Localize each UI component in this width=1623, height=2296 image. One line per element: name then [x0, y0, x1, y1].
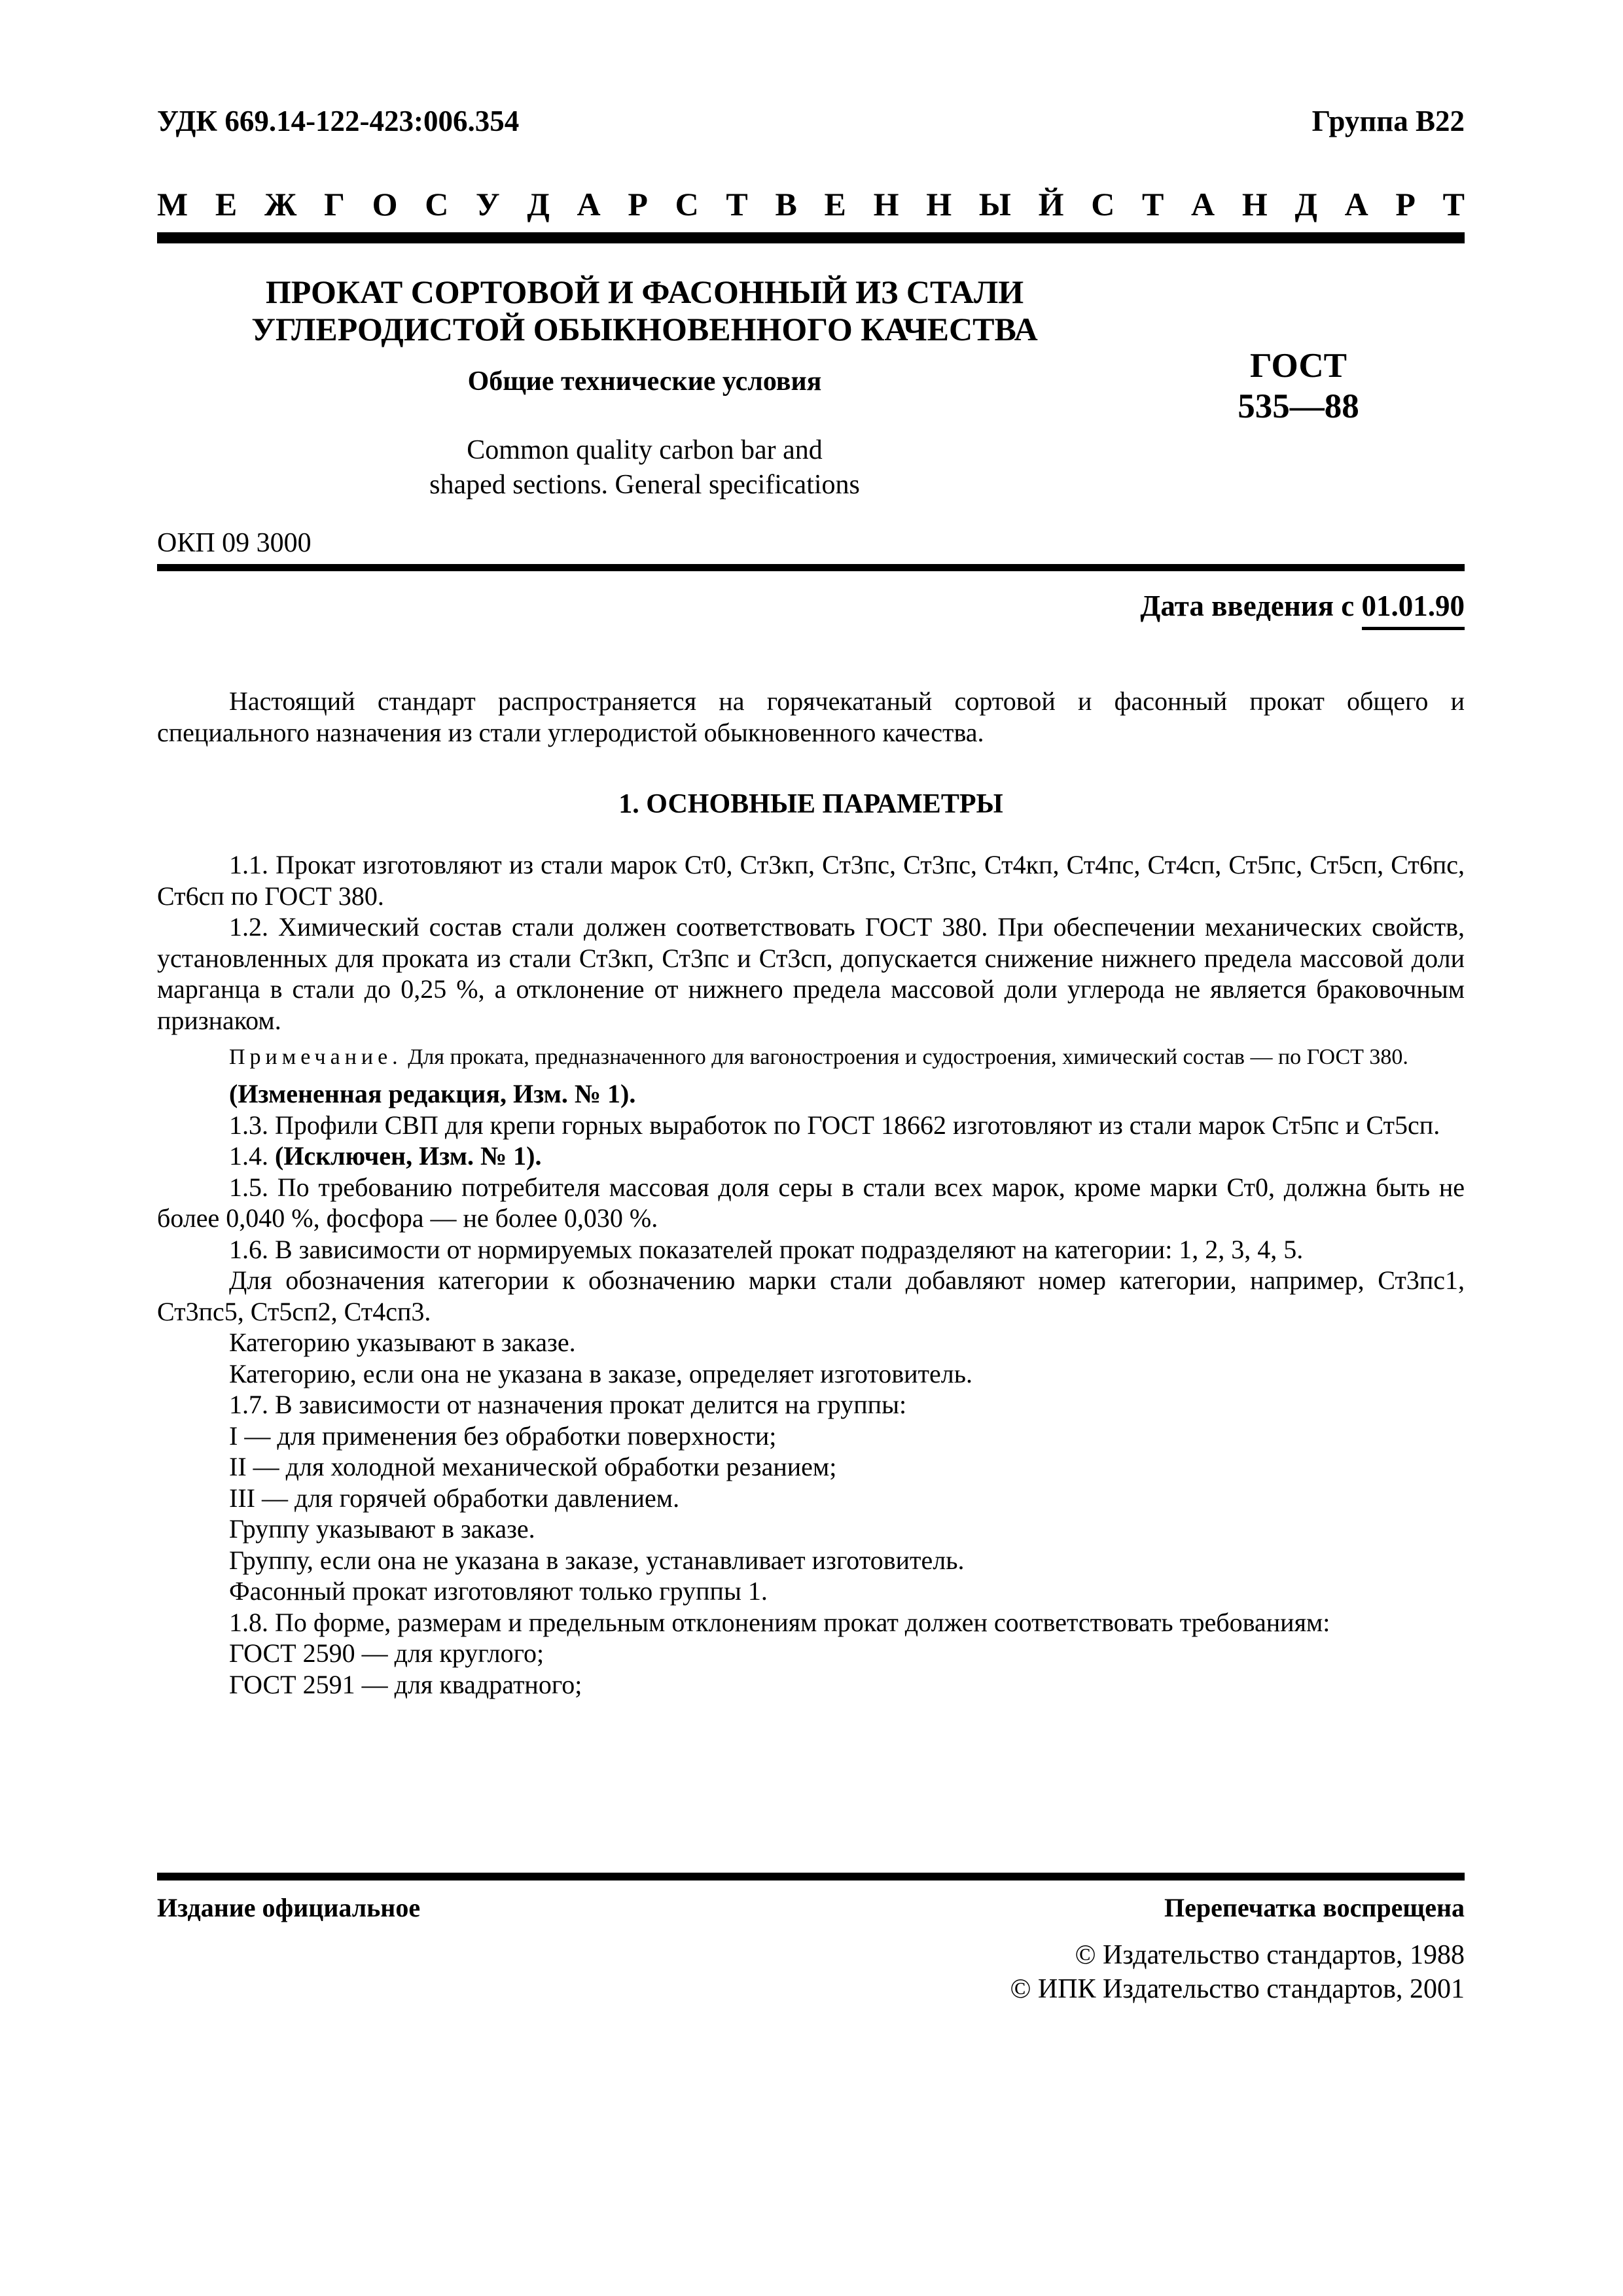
note-label: Примечание. — [229, 1045, 402, 1069]
clause-1-7-shaped: Фасонный прокат изготовляют только группы 1. — [229, 1576, 768, 1606]
designation-line1: ГОСТ — [1250, 347, 1347, 385]
title-ru-line2: УГЛЕРОДИСТОЙ ОБЫКНОВЕННОГО КАЧЕСТВА — [251, 311, 1038, 347]
intro-paragraph: Настоящий стандарт распространяется на горячекатаный сортовой и фасонный прокат общего и специального назначения из стали углеродистой обыкновенного качества. — [157, 686, 1465, 747]
group-code: Группа В22 — [1311, 105, 1465, 137]
copyright-line2: © ИПК Издательство стандартов, 2001 — [1010, 1974, 1465, 2004]
clause-1-8: 1.8. По форме, размерам и предельным отклонениям прокат должен соответствовать требованиям: — [229, 1607, 1330, 1637]
clause-1-6: 1.6. В зависимости от нормируемых показателей прокат подразделяют на категории: 1, 2, 3, 4, 5. — [229, 1234, 1304, 1264]
effective-date-value: 01.01.90 — [1362, 590, 1465, 630]
note-text: Для проката, предназначенного для вагоностроения и судостроения, химический состав — по ГОСТ 380. — [408, 1045, 1408, 1069]
group-item-1: I — для применения без обработки поверхности; — [229, 1421, 777, 1451]
official-edition-label: Издание официальное — [157, 1893, 421, 1922]
clause-1-4-excluded: (Исключен, Изм. № 1). — [275, 1141, 542, 1171]
standard-kind-title: М Е Ж Г О С У Д А Р С Т В Е Н Н Ы Й С Т А Н Д А Р Т — [157, 186, 1465, 222]
section-1-heading: 1. ОСНОВНЫЕ ПАРАМЕТРЫ — [618, 789, 1003, 819]
group-item-2: II — для холодной механической обработки резанием; — [229, 1452, 837, 1481]
footer-row — [157, 1892, 1465, 1924]
header-rule — [157, 232, 1465, 243]
okp-code: ОКП 09 3000 — [157, 528, 312, 558]
amendment-note: (Измененная редакция, Изм. № 1). — [229, 1079, 636, 1108]
document-subtitle-ru: Общие технические условия — [467, 366, 822, 397]
note-paragraph — [157, 1042, 1465, 1072]
clause-1-6-order: Категорию указывают в заказе. — [229, 1328, 576, 1357]
title-ru-line1: ПРОКАТ СОРТОВОЙ И ФАСОННЫЙ ИЗ СТАЛИ — [265, 274, 1024, 310]
clause-1-1: 1.1. Прокат изготовляют из стали марок Ст0, Ст3кп, Ст3пс, Ст3пс, Ст4кп, Ст4пс, Ст4сп, Ст5пс, Ст5сп, Ст6пс, Ст6сп по ГОСТ 380. — [157, 850, 1465, 911]
clause-1-5: 1.5. По требованию потребителя массовая доля серы в стали всех марок, кроме марки Ст0, должна быть не более 0,040 %, фосфора — не более 0,030 %. — [157, 1172, 1465, 1233]
title-en-line2: shaped sections. General specifications — [429, 470, 860, 500]
clause-1-4-number: 1.4. — [229, 1141, 275, 1171]
udk-code: УДК 669.14-122-423:006.354 — [157, 105, 520, 137]
clause-1-7: 1.7. В зависимости от назначения прокат делится на группы: — [229, 1390, 907, 1419]
standard-designation — [1132, 345, 1465, 427]
clause-1-6-designation: Для обозначения категории к обозначению марки стали добавляют номер категории, например, Ст3пс1, Ст3пс5, Ст5сп2, Ст4сп3. — [157, 1265, 1465, 1326]
footer-rule — [157, 1873, 1465, 1881]
okp-rule — [157, 564, 1465, 571]
designation-line2: 535—88 — [1238, 387, 1359, 425]
reference-gost-2591: ГОСТ 2591 — для квадратного; — [229, 1669, 582, 1699]
document-title-ru — [157, 274, 1132, 348]
clause-1-4 — [157, 1140, 1465, 1172]
reference-gost-2590: ГОСТ 2590 — для круглого; — [229, 1638, 544, 1668]
effective-date-prefix: Дата введения с — [1140, 590, 1355, 622]
clause-1-2: 1.2. Химический состав стали должен соответствовать ГОСТ 380. При обеспечении механических свойств, установленных для проката из стали Ст3кп, Ст3пс и Ст3сп, допускается снижение нижнего предела массовой доли марганца в стали до 0,25 %, а отклонение от нижнего предела массовой доли углерода не является браковочным признаком. — [157, 912, 1465, 1035]
effective-date-line — [1140, 589, 1465, 623]
clause-1-7-order: Группу указывают в заказе. — [229, 1514, 535, 1544]
title-en-line1: Common quality carbon bar and — [467, 435, 823, 465]
document-body — [157, 686, 1465, 1700]
copyright-block — [1010, 1938, 1465, 2006]
group-item-3: III — для горячей обработки давлением. — [229, 1483, 680, 1513]
copyright-line1: © Издательство стандартов, 1988 — [1075, 1940, 1465, 1970]
clause-1-3: 1.3. Профили СВП для крепи горных выработок по ГОСТ 18662 изготовляют из стали марок Ст5пс и Ст5сп. — [229, 1110, 1440, 1140]
clause-1-6-manufacturer: Категорию, если она не указана в заказе, определяет изготовитель. — [229, 1358, 972, 1388]
udk-group-row — [157, 105, 1465, 137]
reprint-prohibited-label: Перепечатка воспрещена — [1164, 1893, 1465, 1922]
document-title-en — [157, 433, 1132, 503]
clause-1-7-manufacturer: Группу, если она не указана в заказе, устанавливает изготовитель. — [229, 1545, 965, 1575]
